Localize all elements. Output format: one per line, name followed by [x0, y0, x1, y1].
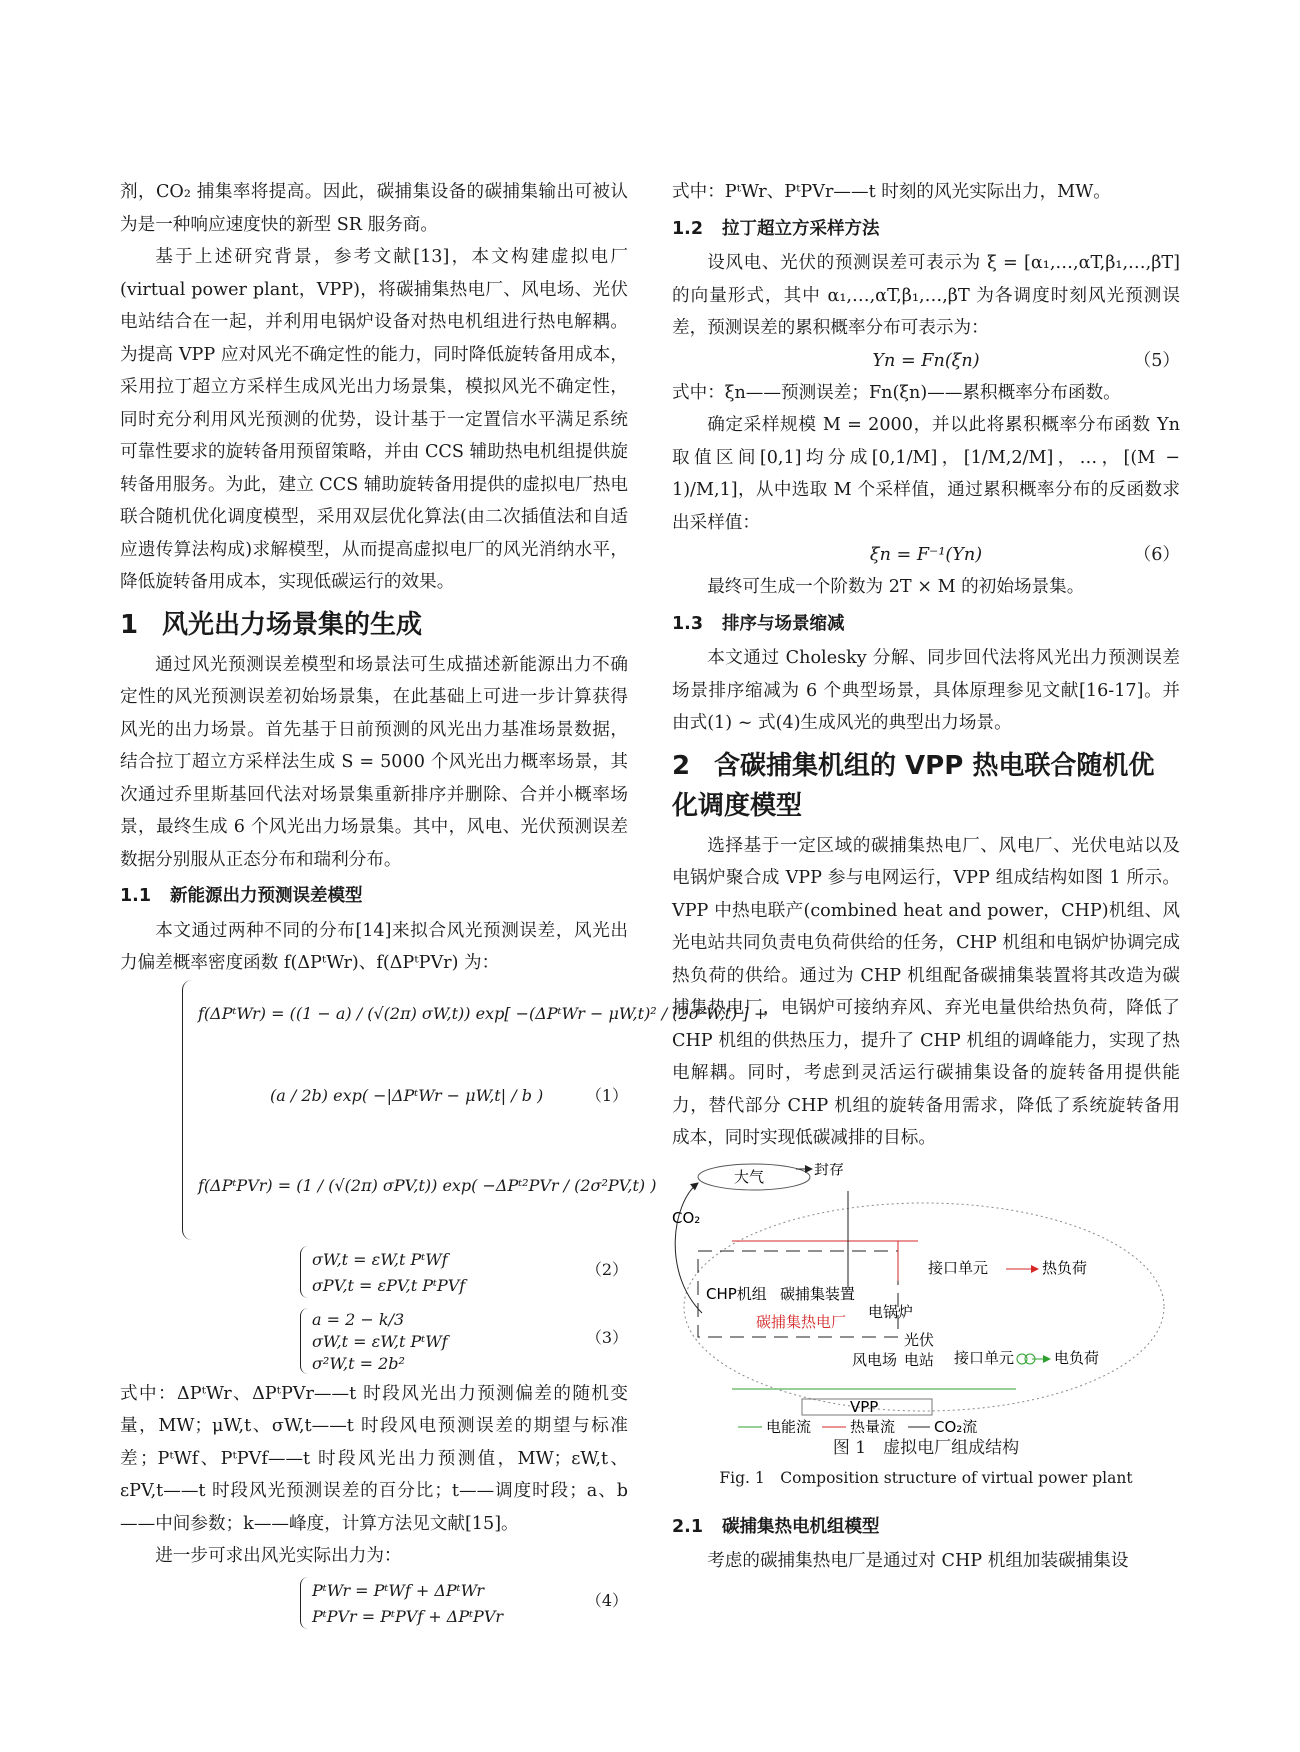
paragraph: 式中：ΔPᵗWr、ΔPᵗPVr——t 时段风光出力预测偏差的随机变量，MW；μW,t、σW,t——t 时段风电预测误差的期望与标准差；PᵗWf、PᵗPVf——t 时段风光出力预测值，MW；εW,t、εPV,t——t 时段风光预测误差的百分比；t——调度时段；a、b——中间参数；k——峰度，计算方法见文献[15]。	[120, 1383, 628, 1534]
equation-5	[672, 345, 1180, 377]
boiler-label: 电锅炉	[868, 1302, 914, 1321]
equation-brace	[300, 1308, 309, 1374]
elec-load-label: 电负荷	[1054, 1348, 1100, 1367]
subsection-title: 拉丁超立方采样方法	[722, 218, 880, 239]
subsection-number: 2.1	[672, 1516, 704, 1537]
equation-line: f(ΔPᵗPVr) = (1 / (√(2π) σPV,t)) exp( −ΔPᵗ²PVr / (2σ²PV,t) )	[198, 1175, 657, 1195]
equation-6	[672, 539, 1180, 571]
storage-label: 封存	[814, 1162, 845, 1178]
paragraph: 剂，CO₂ 捕集率将提高。因此，碳捕集设备的碳捕集输出可被认为是一种响应速度快的新型 SR 服务商。	[120, 182, 628, 235]
equation-2	[120, 1242, 628, 1304]
equation-line: (a / 2b) exp( −|ΔPᵗWr − μW,t| / b )	[270, 1085, 544, 1105]
subsection-title: 碳捕集热电机组模型	[722, 1516, 880, 1537]
subsection-heading	[120, 880, 628, 913]
paragraph: 基于上述研究背景，参考文献[13]，本文构建虚拟电厂(virtual power plant，VPP)，将碳捕集热电厂、风电场、光伏电站结合在一起，并利用电锅炉设备对热电机组进行热电解耦。为提高 VPP 应对风光不确定性的能力，同时降低旋转备用成本，采用拉丁超立方采样生成风光出力场景集，模拟风光不确定性，同时充分利用风光预测的优势，设计基于一定置信水平满足系统可靠性要求的旋转备用预留策略，并由 CCS 辅助热电机组提供旋转备用服务。为此，建立 CCS 辅助旋转备用提供的虚拟电厂热电联合随机优化调度模型，采用双层优化算法(由二次插值法和自适应遗传算法构成)求解模型，从而提高虚拟电厂的风光消纳水平，降低旋转备用成本，实现低碳运行的效果。	[120, 247, 628, 592]
interface-bottom-label: 接口单元	[954, 1348, 1015, 1367]
figure-1-diagram	[672, 1163, 1180, 1433]
equation-line: PᵗWr = PᵗWf + ΔPᵗWr	[312, 1580, 484, 1600]
equation-line: σ²W,t = 2b²	[312, 1353, 405, 1373]
equation-number: （6）	[1133, 545, 1180, 565]
subsection-title: 新能源出力预测误差模型	[170, 886, 363, 906]
paragraph: 通过风光预测误差模型和场景法可生成描述新能源出力不确定性的风光预测误差初始场景集，在此基础上可进一步计算获得风光的出力场景。首先基于日前预测的风光出力基准场景数据，结合拉丁超立方采样法生成 S = 5000 个风光出力概率场景，其次通过乔里斯基回代法对场景集重新排序并删除、合并小概率场景，最终生成 6 个风光出力场景集。其中，风电、光伏预测误差数据分别服从正态分布和瑞利分布。	[120, 654, 628, 870]
paragraph: 式中：PᵗWr、PᵗPVr——t 时刻的风光实际出力，MW。	[672, 182, 1111, 202]
subsection-number: 1.1	[120, 886, 152, 906]
paragraph: 本文通过两种不同的分布[14]来拟合风光预测误差，风光出力偏差概率密度函数 f(ΔPᵗWr)、f(ΔPᵗPVr) 为：	[120, 920, 628, 973]
equation-brace	[182, 980, 195, 1240]
capture-device-label: 碳捕集装置	[780, 1284, 856, 1303]
subsection-heading	[672, 213, 1180, 246]
chp-label: CHP机组	[706, 1284, 767, 1303]
station-label: 电站	[904, 1350, 935, 1369]
capture-plant-label: 碳捕集热电厂	[756, 1312, 847, 1331]
equation-line: PᵗPVr = PᵗPVf + ΔPᵗPVr	[312, 1606, 504, 1626]
equation-number: （1）	[585, 1085, 628, 1105]
equation-line: σW,t = εW,t PᵗWf	[312, 1249, 448, 1269]
heat-load-label: 热负荷	[1042, 1258, 1088, 1277]
equation-brace	[300, 1577, 309, 1629]
section-heading	[672, 746, 1180, 826]
subsection-heading	[672, 1511, 1180, 1544]
equation-number: （5）	[1133, 350, 1180, 371]
wind-label: 风电场	[852, 1350, 898, 1369]
equation-brace	[300, 1246, 309, 1298]
subsection-number: 1.3	[672, 613, 704, 634]
section-title: 含碳捕集机组的 VPP 热电联合随机优化调度模型	[672, 750, 1155, 821]
paragraph: 本文通过 Cholesky 分解、同步回代法将风光出力预测误差场景排序缩减为 6 个典型场景，具体原理参见文献[16-17]。并由式(1) ~ 式(4)生成风光的典型出力场景。	[672, 648, 1180, 733]
section-title: 风光出力场景集的生成	[162, 609, 423, 640]
paragraph: 设风电、光伏的预测误差可表示为 ξ = [α₁,…,αT,β₁,…,βT] 的向量形式，其中 α₁,…,αT,β₁,…,βT 为各调度时刻风光预测误差，预测误差的累积概率分布可表示为：	[672, 253, 1180, 338]
equation-line: f(ΔPᵗWr) = ((1 − a) / (√(2π) σW,t)) exp[ −(ΔPᵗWr − μW,t)² / (2σ²W,t) ] +	[198, 1003, 768, 1023]
section-number: 2	[672, 750, 691, 781]
section-heading	[120, 605, 628, 645]
equation-line: σPV,t = εPV,t PᵗPVf	[312, 1275, 466, 1295]
interface-top-label: 接口单元	[928, 1258, 989, 1277]
subsection-title: 排序与场景缩减	[722, 613, 845, 634]
equation-body: Yn = Fn(ξn)	[872, 350, 980, 371]
equation-line: σW,t = εW,t PᵗWf	[312, 1331, 448, 1351]
paragraph: 最终可生成一个阶数为 2T × M 的初始场景集。	[707, 577, 1085, 597]
co2-label: CO₂	[672, 1208, 701, 1227]
equation-body: ξn = F⁻¹(Yn)	[869, 545, 983, 565]
legend-heat-label: 热量流	[850, 1417, 896, 1433]
equation-line: a = 2 − k/3	[312, 1309, 405, 1329]
equation-3	[120, 1304, 628, 1378]
subsection-number: 1.2	[672, 218, 704, 239]
right-column	[672, 176, 1180, 1578]
vpp-boundary	[684, 1203, 1164, 1411]
equation-number: （2）	[585, 1259, 628, 1279]
equation-4	[120, 1573, 628, 1635]
vpp-label: VPP	[850, 1397, 879, 1416]
atmosphere-label: 大气	[734, 1167, 765, 1186]
pv-label: 光伏	[904, 1330, 935, 1349]
paragraph: 选择基于一定区域的碳捕集热电厂、风电厂、光伏电站以及电锅炉聚合成 VPP 参与电网运行，VPP 组成结构如图 1 所示。VPP 中热电联产(combined heat and power，CHP)机组、风光电站共同负责电负荷供给的任务，CHP 机组和电锅炉协调完成热负荷的供给。通过为 CHP 机组配备碳捕集装置将其改造为碳捕集热电厂，电锅炉可接纳弃风、弃光电量供给热负荷，降低了 CHP 机组的供热压力，提升了 CHP 机组的调峰能力，实现了热电解耦。同时，考虑到灵活运行碳捕集设备的旋转备用提供能力，替代部分 CHP 机组的旋转备用需求，降低了系统旋转备用成本，同时实现低碳减排的目标。	[672, 835, 1180, 1148]
paragraph: 确定采样规模 M = 2000，并以此将累积概率分布函数 Yn 取值区间[0,1]均分成[0,1/M]，[1/M,2/M]，…，[(M − 1)/M,1]，从中选取 M 个采样值，通过累积概率分布的反函数求出采样值：	[672, 415, 1180, 533]
paragraph: 考虑的碳捕集热电厂是通过对 CHP 机组加装碳捕集设	[707, 1551, 1129, 1571]
equation-number: （4）	[585, 1590, 628, 1610]
figure-caption: 图 1 虚拟电厂组成结构	[832, 1437, 1020, 1458]
subsection-heading	[672, 608, 1180, 641]
paragraph: 式中：ξn——预测误差；Fn(ξn)——累积概率分布函数。	[672, 382, 1121, 403]
figure-caption-en: Fig. 1 Composition structure of virtual power plant	[719, 1468, 1133, 1487]
legend-co2-label: CO₂流	[934, 1417, 978, 1433]
section-number: 1	[120, 609, 139, 640]
paragraph: 进一步可求出风光实际出力为：	[155, 1546, 402, 1566]
legend-elec-label: 电能流	[766, 1417, 812, 1433]
equation-number: （3）	[585, 1327, 628, 1347]
vpp-structure-diagram	[672, 1163, 1180, 1433]
